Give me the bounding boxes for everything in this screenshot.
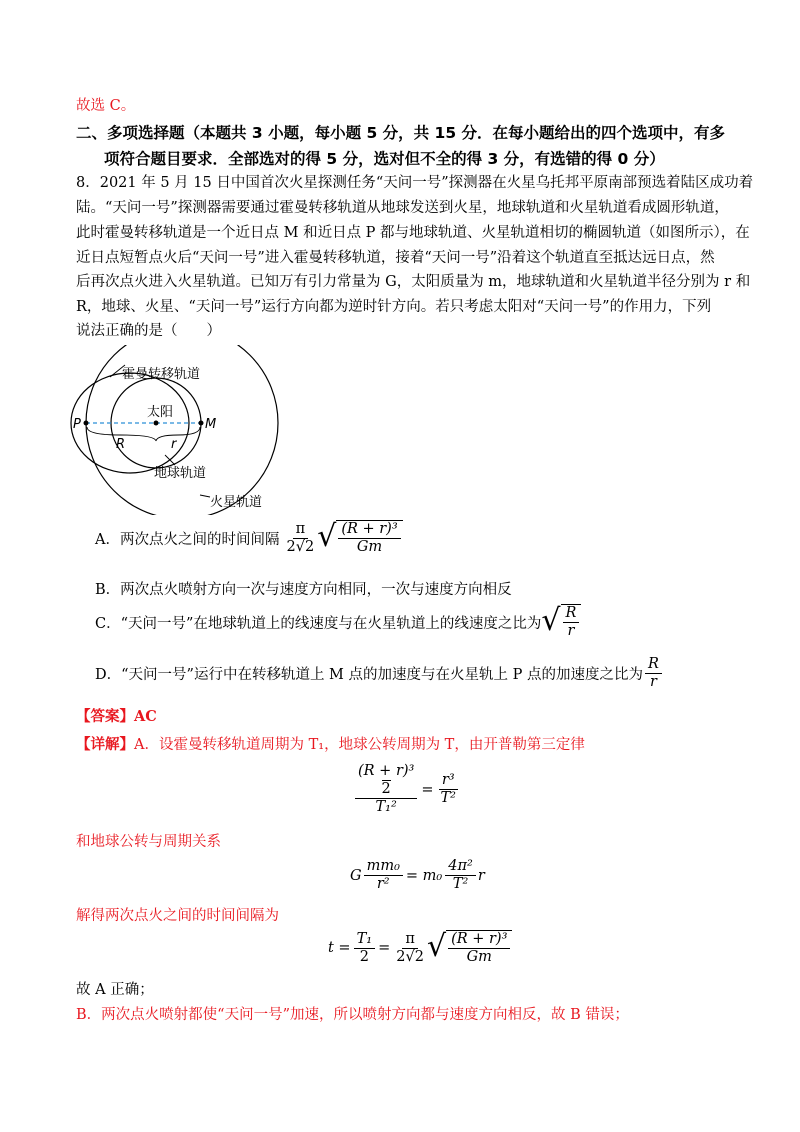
eq1-left-den: T₁² [375,799,397,815]
eq3-t: t = [328,940,351,956]
text-solve: 解得两次点火之间的时间间隔为 [76,908,279,924]
label-earth-orbit: 地球轨道 [154,466,207,481]
option-a-rad-num: (R + r)³ [338,521,400,539]
text-earth-relation: 和地球公转与周期关系 [76,834,221,850]
label-small-r: r [171,437,177,452]
option-d [95,656,662,691]
option-a-rad-den: Gm [356,539,383,555]
option-d-text: D．“天问一号”运行中在转移轨道上 M 点的加速度与在火星轨上 P 点的加速度之比为 [95,667,643,683]
eq3-num: T₁ [354,931,375,949]
eq3-pnum: π [402,931,418,949]
option-a-sqrt: √ $\frac{\text{(R + r)³}}{Gm}$ [317,520,402,556]
detail-b: B．两次点火喷射都使“天问一号”加速，所以喷射方向都与速度方向相反，故 B 错误； [76,1007,629,1023]
option-d-fraction [645,656,662,691]
eq1-right-den: T² [440,790,456,806]
option-a-text: A．两次点火之间的时间间隔 [95,531,280,548]
previous-answer: 故选 C。 [76,98,136,114]
eq2-rden: T² [452,876,469,892]
detail-a [76,733,585,754]
label-big-r: R [116,437,126,452]
eq1-right-num: r³ [439,772,458,790]
question-line-1: 8．2021 年 5 月 15 日中国首次火星探测任务“天问一号”探测器在火星乌托邦平原南部预选着陆区成功着 [76,175,754,191]
question-line-2: 陆。“天问一号”探测器需要通过霍曼转移轨道从地球发送到火星，地球轨道和火星轨道看成圆形轨道， [76,200,729,216]
option-a-den: 2√2 [286,538,315,555]
label-hohmann: 霍曼转移轨道 [122,367,201,382]
eq1-left-inner: 2 [381,781,391,797]
option-d-num: R [645,656,662,674]
question-line-5: 后再次点火进入火星轨道。已知万有引力常量为 G，太阳质量为 m，地球轨道和火星轨道半径分别为 r 和 [76,274,751,290]
eq3-eq: = [378,940,391,956]
eq1-left [355,763,417,816]
label-mars-orbit: 火星轨道 [210,495,263,510]
eq2-tail: r [477,867,485,884]
point-p-dot [84,421,89,426]
eq2-num: mm₀ [364,858,403,876]
eq1-right [438,772,459,807]
option-a [95,520,403,556]
equation-3: t = $\frac{\text{T₁}}{2}$ = $\frac{\pi}{2√2}$ √ $\frac{\text{(R + r)³}}{Gm}$ [328,930,512,966]
answer-label: 【答案】AC [76,708,157,725]
sun-dot [154,421,159,426]
eq2-rnum: 4π² [445,858,476,876]
eq2-mid: = m₀ [405,867,443,884]
eq3-pden: 2√2 [396,948,424,965]
option-c-text: C．“天问一号”在地球轨道上的线速度与在火星轨道上的线速度之比为 [95,615,542,632]
section-header-line1: 二、多项选择题（本题共 3 小题，每小题 5 分，共 15 分．在每小题给出的四个选项中，有多 [76,124,726,142]
question-line-6: R，地球、火星、“天问一号”运行方向都为逆时针方向。若只考虑太阳对“天问一号”的作用力，下列 [76,299,712,315]
option-c-num: R [563,605,580,623]
eq2-den: r² [376,876,390,892]
question-line-7: 说法正确的是（ ） [76,323,221,339]
detail-label: 【详解】 [76,736,134,753]
conclusion-a: 故 A 正确； [76,982,154,998]
question-line-3: 此时霍曼转移轨道是一个近日点 M 和近日点 P 都与地球轨道、火星轨道相切的椭圆轨道（如图所示），在 [76,225,750,241]
eq1-left-num: (R + r)³ [358,763,415,779]
option-a-fraction [283,521,317,556]
option-c [95,604,581,640]
equation-1: (R + r)³ 2 T₁² = $\frac{\text{r³}}{\text{T²}}$ [355,763,459,816]
orbit-diagram [70,345,310,515]
option-c-den: r [567,623,575,639]
eq3-rad-num: (R + r)³ [448,931,510,949]
option-b: B．两次点火喷射方向一次与速度方向相同，一次与速度方向相反 [95,582,512,598]
equation-2 [350,858,485,893]
eq2-g: G [350,867,362,884]
option-c-sqrt: √ $\frac{R}{r}$ [541,604,581,640]
eq3-den: 2 [359,948,369,965]
question-line-4: 近日点短暂点火后“天问一号”进入霍曼转移轨道，接着“天问一号”沿着这个轨道直至抵达远日点，然 [76,250,715,266]
section-header-line2: 项符合题目要求．全部选对的得 5 分，选对但不全的得 3 分，有选错的得 0 分） [104,150,665,168]
option-a-num: π [293,521,309,539]
option-d-den: r [649,674,657,690]
detail-a-text: A．设霍曼转移轨道周期为 T₁，地球公转周期为 T，由开普勒第三定律 [134,737,585,753]
point-m-dot [199,421,204,426]
label-sun: 太阳 [147,405,174,420]
eq3-rad-den: Gm [466,949,492,965]
label-m: M [205,417,217,432]
label-p: P [73,417,81,432]
